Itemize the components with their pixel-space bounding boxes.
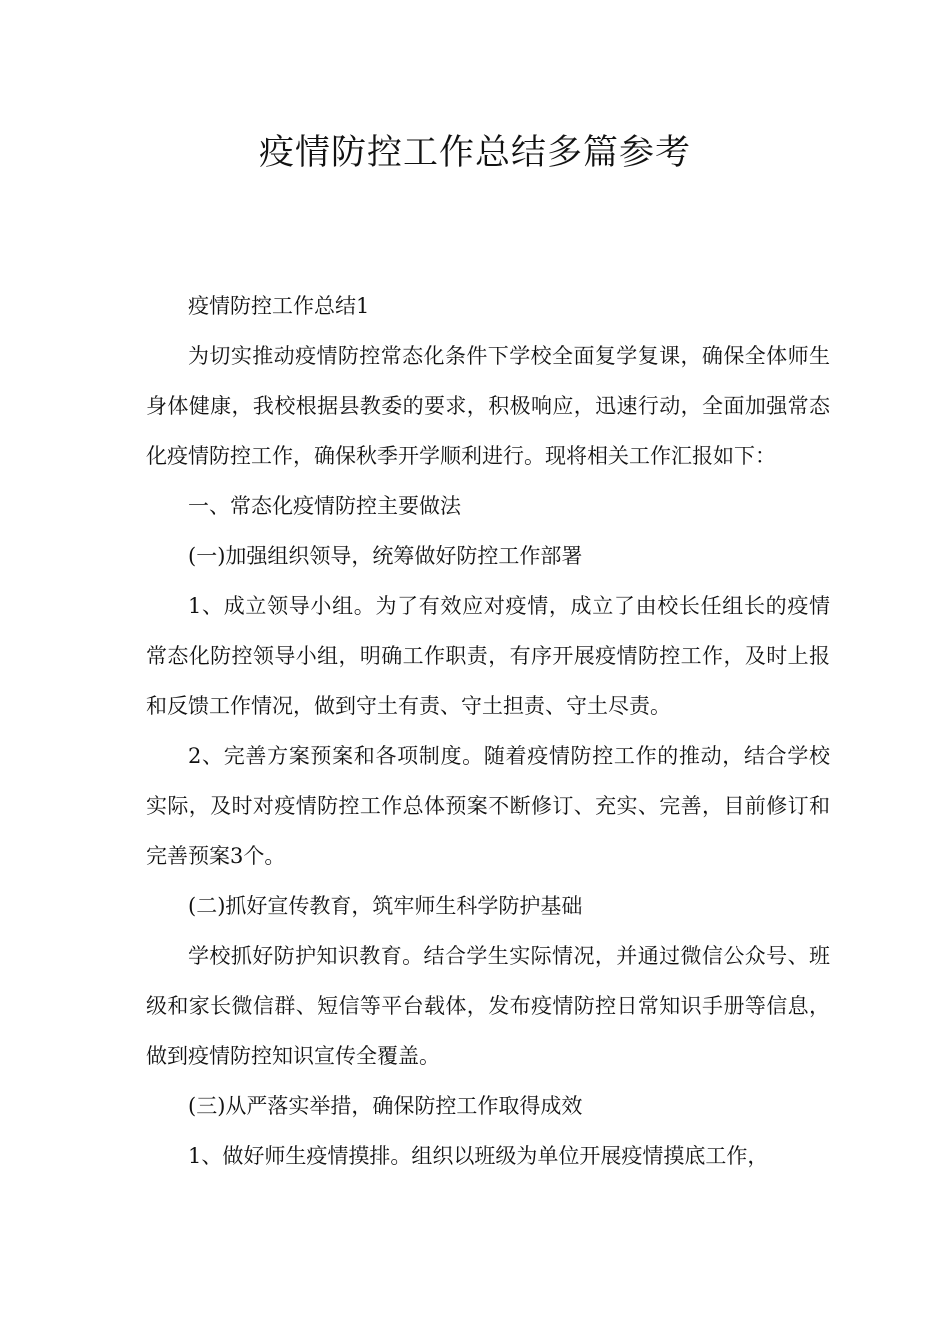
subsection-heading: (一)加强组织领导，统筹做好防控工作部署	[188, 544, 583, 568]
paragraph: 1、做好师生疫情摸排。组织以班级为单位开展疫情摸底工作，	[188, 1144, 769, 1168]
subsection-heading: (三)从严落实举措，确保防控工作取得成效	[188, 1094, 583, 1118]
subsection-heading: (二)抓好宣传教育，筑牢师生科学防护基础	[188, 894, 583, 918]
paragraph: 学校抓好防护知识教育。结合学生实际情况，并通过微信公众号、班级和家长微信群、短信等平台载体，发布疫情防控日常知识手册等信息，做到疫情防控知识宣传全覆盖。	[146, 944, 830, 1068]
document-title: 疫情防控工作总结多篇参考	[258, 133, 691, 173]
section-heading: 一、常态化疫情防控主要做法	[188, 494, 461, 518]
paragraph: 为切实推动疫情防控常态化条件下学校全面复学复课，确保全体师生身体健康，我校根据县教委的要求，积极响应，迅速行动，全面加强常态化疫情防控工作，确保秋季开学顺利进行。现将相关工作汇报如下：	[146, 344, 830, 468]
document-body	[146, 281, 830, 1181]
section-heading: 疫情防控工作总结1	[188, 294, 370, 318]
paragraph: 1、成立领导小组。为了有效应对疫情，成立了由校长任组长的疫情常态化防控领导小组，明确工作职责，有序开展疫情防控工作，及时上报和反馈工作情况，做到守土有责、守土担责、守土尽责。	[146, 594, 830, 718]
paragraph: 2、完善方案预案和各项制度。随着疫情防控工作的推动，结合学校实际，及时对疫情防控工作总体预案不断修订、充实、完善，目前修订和完善预案3个。	[146, 744, 830, 868]
